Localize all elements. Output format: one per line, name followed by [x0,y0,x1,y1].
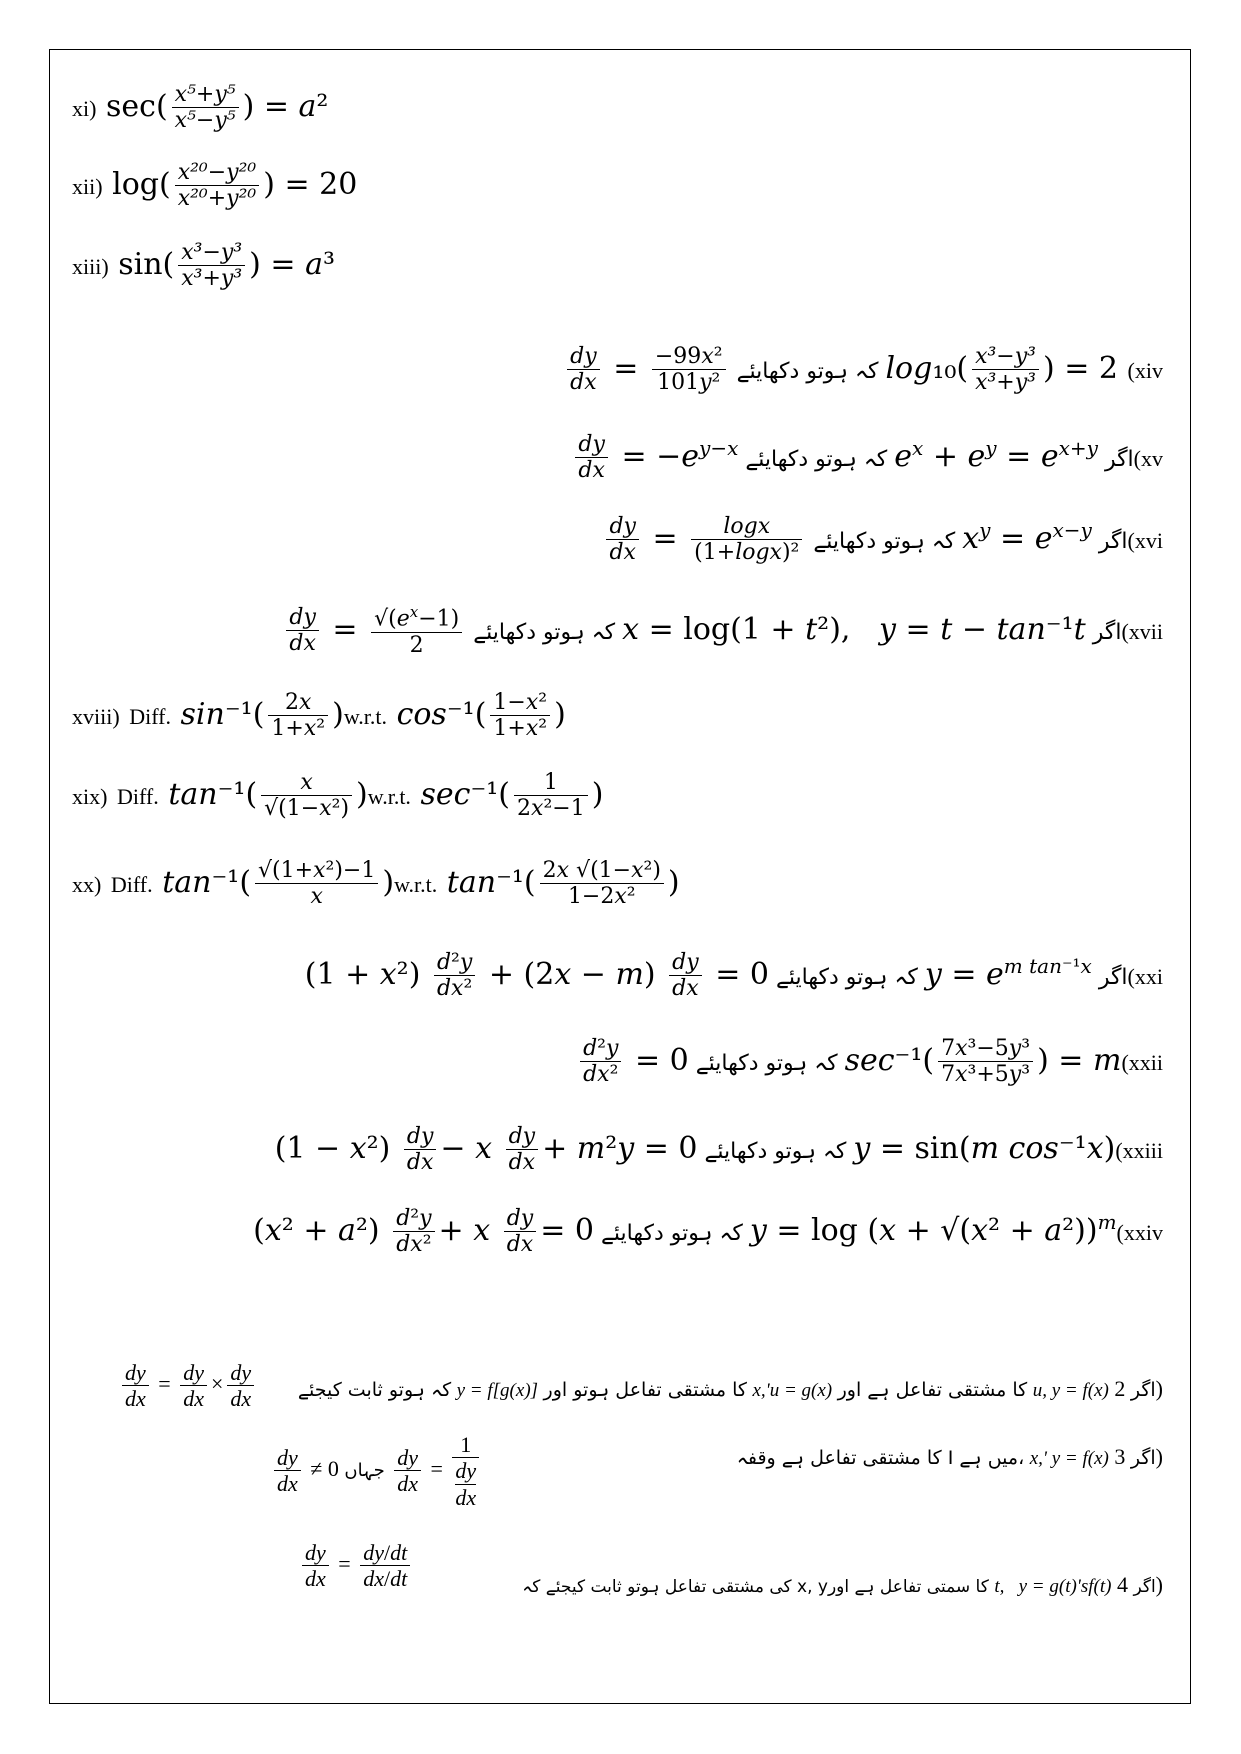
fraction: $\frac{\text{x⁵+y⁵}}{\text{x⁵−y⁵}}$ [172,82,239,134]
label-xvii: (xvii [1121,618,1163,644]
label-xiii: xiii) [72,253,109,279]
equation-xvi: $\frac{dy}{dx}$ = $\frac{\log x}{\text{(1+logx)²}}$ کہ ہوتو دکھایئے $x^y = e^{x-y}$ اگر(xvi [602,514,1163,566]
question-3-result: $\frac{dy}{dx}$ ≠ 0 جہاں $\frac{dy}{dx}$ = 1 dy dx [270,1432,483,1510]
equation-xviii: xviii) Diff. sin⁻¹( $\frac{2x}{\text{1+x²}}$ )w.r.t. cos⁻¹( $\frac{\text{1−x²}}{\text{1+x²}}$ ) [72,690,566,742]
label-xix: xix) [72,783,108,809]
label-xxi: (xxi [1127,963,1163,989]
equation-xiii: xiii) sin( $\frac{\text{x³−y³}}{\text{x³+y³}}$ ) = a³ [72,240,335,292]
fraction: $\frac{\text{x³−y³}}{\text{x³+y³}}$ [178,240,245,292]
label-xxii: (xxii [1121,1049,1163,1075]
question-3: کا مشتقی تفاعل ہے وقفہ I میں ہے، x,' y = f(x) اگر 3) [736,1444,1163,1469]
label-xv: (xv [1133,445,1163,471]
question-4-result: $\frac{dy}{dx}$ = $\frac{dy/dt}{dx/dt}$ [298,1540,414,1592]
fraction: $\frac{\text{x²⁰−y²⁰}}{\text{x²⁰+y²⁰}}$ [175,160,260,212]
question-number-3: 3) [1114,1444,1163,1469]
question-number-2: 2) [1114,1376,1163,1401]
equation-xvii: $\frac{dy}{dx}$ = $\frac{√(e^x-1)}{2}$ کہ ہوتو دکھایئے x = log(1 + t²), y = t − tan⁻¹t اگر(xvii [282,604,1163,658]
label-xi: xi) [72,95,97,121]
label-xxiv: (xxiv [1116,1219,1163,1245]
label-xiv: (xiv [1127,357,1163,383]
equation-xxii: $\frac{\text{d²y}}{\text{dx²}}$ = 0 کہ ہوتو دکھایئے sec⁻¹( $\frac{\text{7x³−5y³}}{\text{7x³+5y³}}$ ) = m(xxii [576,1036,1163,1088]
label-xxiii: (xxiii [1115,1137,1163,1163]
equation-xix: xix) Diff. tan⁻¹( $\frac{x}{\text{√(1−x²)}}$ )w.r.t. sec⁻¹( $\frac{1}{\text{2x²−1}}$ ) [72,770,604,822]
equation-xii: xii) log( $\frac{\text{x²⁰−y²⁰}}{\text{x²⁰+y²⁰}}$ ) = 20 [72,160,358,212]
question-2-result: $\frac{dy}{dx}$ = $\frac{dy}{dx}$ × $\frac{dy}{dx}$ [118,1360,258,1412]
question-2: کہ ہوتو ثابت کیجئے y = f[g(x)] کا مشتقی تفاعل ہوتو اور x,'u = g(x) کا مشتقی تفاعل ہے اور u, y = f(x) اگر 2) [297,1376,1163,1401]
equation-xxi: (1 + x²) $\frac{\text{d²y}}{\text{dx²}}$ + (2x − m) $\frac{dy}{dx}$ = 0 کہ ہوتو دکھایئے $y = e^{m tan^{-1}x}$ اگر(xxi [304,950,1163,1002]
sec-func: sec( [106,88,168,124]
equation-xiv: $\frac{dy}{dx}$ = $\frac{\text{−99x²}}{\text{101y²}}$ کہ ہوتو دکھایئے log₁₀( $\frac{\text{x³−y³}}{\text{x³+y³}}$ ) = 2 (xiv [563,344,1163,396]
label-xvi: (xvi [1127,527,1163,553]
equation-xx: xx) Diff. tan⁻¹( $\frac{\text{√(1+x²)−1}}{x}$ )w.r.t. tan⁻¹( $\frac{\text{2x √(1−x²)}}{\text{1−2x²}}$ ) [72,858,680,910]
label-xii: xii) [72,173,103,199]
question-number-4: 4) [1116,1572,1163,1597]
question-4: کی مشتقی تفاعل ہوتو ثابت کیجئے کہ x, yکا سمتی تفاعل ہے اور t, y = g(t)'sf(t) اگر 4) [522,1572,1163,1597]
equation-xv: $\frac{dy}{dx}$ = $-e^{y-x}$ کہ ہوتو دکھایئے $e^x + e^y = e^{x+y}$ اگر(xv [571,432,1163,484]
label-xx: xx) [72,871,102,897]
equation-xxiv: (x² + a²) $\frac{\text{d²y}}{\text{dx²}}$ + x $\frac{dy}{dx}$ = 0 کہ ہوتو دکھایئے $y = \log (x + √(x^2 + a^2))^m(xxiv$ [253,1206,1163,1258]
label-xviii: xviii) [72,703,120,729]
equation-xi: xi) sec( $\frac{\text{x⁵+y⁵}}{\text{x⁵−y⁵}}$ ) = a² [72,82,329,134]
equation-xxiii: (1 − x²) $\frac{dy}{dx}$ − x $\frac{dy}{dx}$ + m²y = 0 کہ ہوتو دکھایئے y = sin(m cos⁻¹x)(xxiii [274,1124,1163,1176]
